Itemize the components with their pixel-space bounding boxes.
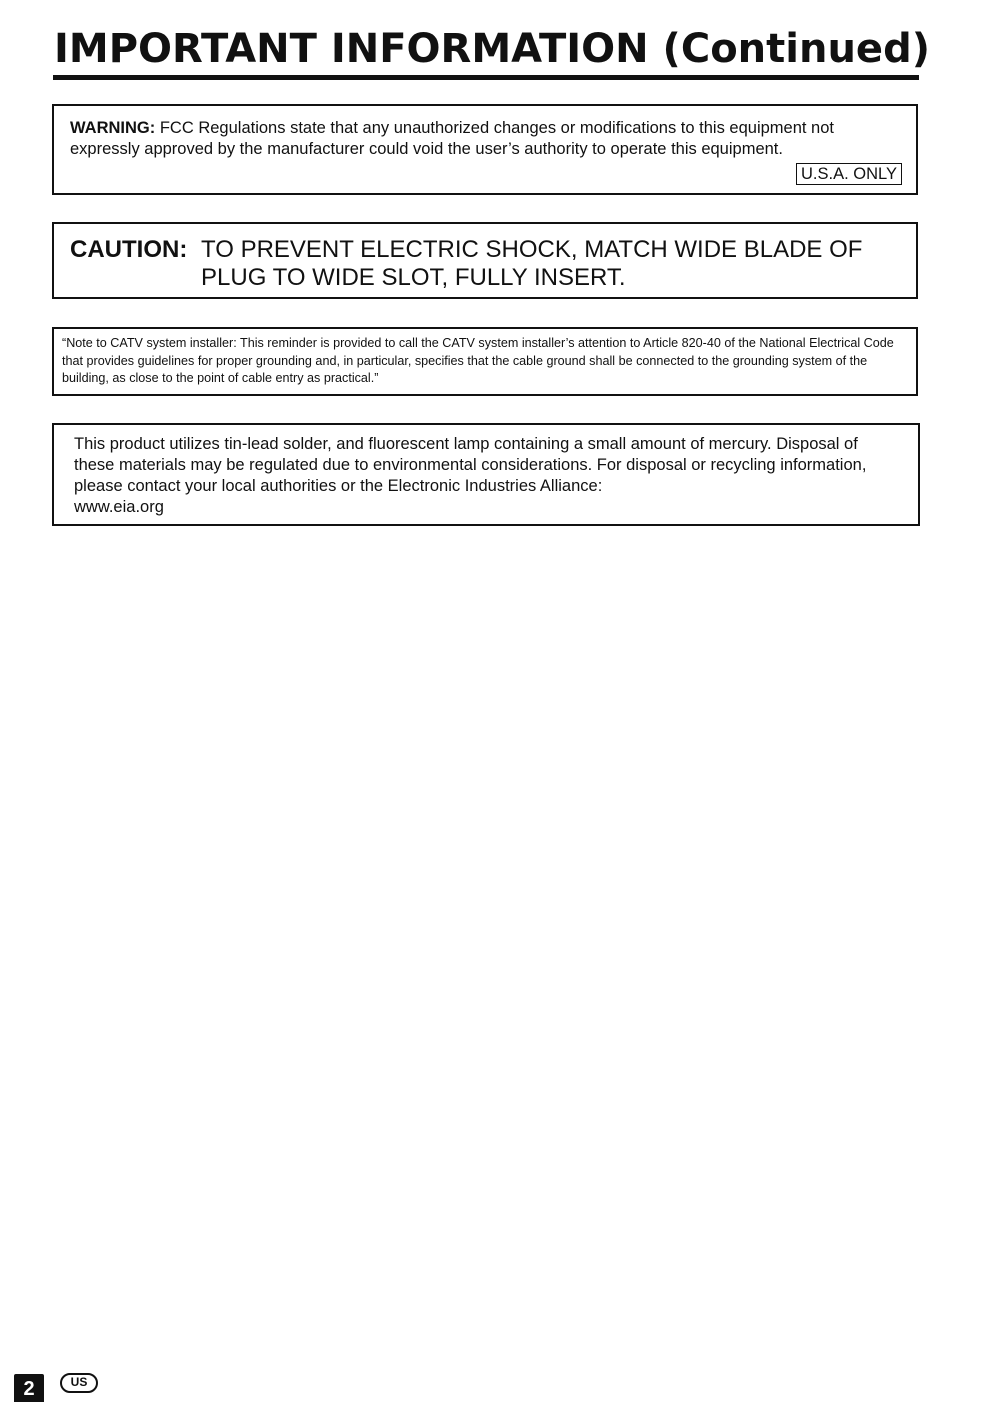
usa-only-badge: U.S.A. ONLY xyxy=(796,163,902,185)
disposal-text: This product utilizes tin-lead solder, and fluorescent lamp containing a small amount of mercury. Disposal of these materials may be regulated due to environmental considerations. For disposal or recycling information, please contact your local authorities or the Electronic Industries Alliance: xyxy=(74,435,867,495)
warning-label: WARNING: xyxy=(70,119,156,137)
eia-url-link[interactable]: www.eia.org xyxy=(74,498,164,516)
caution-label: CAUTION: xyxy=(70,236,188,263)
page-title: IMPORTANT INFORMATION (Continued) xyxy=(54,26,930,72)
disposal-notice-box xyxy=(52,423,920,526)
caution-box xyxy=(52,222,918,299)
catv-installer-note xyxy=(52,327,918,396)
caution-text: TO PREVENT ELECTRIC SHOCK, MATCH WIDE BLADE OF PLUG TO WIDE SLOT, FULLY INSERT. xyxy=(201,236,863,291)
region-badge: US xyxy=(60,1373,98,1393)
page-number: 2 xyxy=(14,1374,44,1402)
warning-box xyxy=(52,104,918,195)
warning-text: FCC Regulations state that any unauthorized changes or modifications to this equipment not expressly approved by the manufacturer could void the user’s authority to operate this equipment. xyxy=(70,119,834,158)
title-divider xyxy=(53,75,919,80)
catv-note-text: “Note to CATV system installer: This reminder is provided to call the CATV system installer’s attention to Article 820-40 of the National Electrical Code that provides guidelines for proper grounding and, in particular, specifies that the cable ground shall be connected to the grounding system of the building, as close to the point of cable entry as practical.” xyxy=(62,336,894,385)
